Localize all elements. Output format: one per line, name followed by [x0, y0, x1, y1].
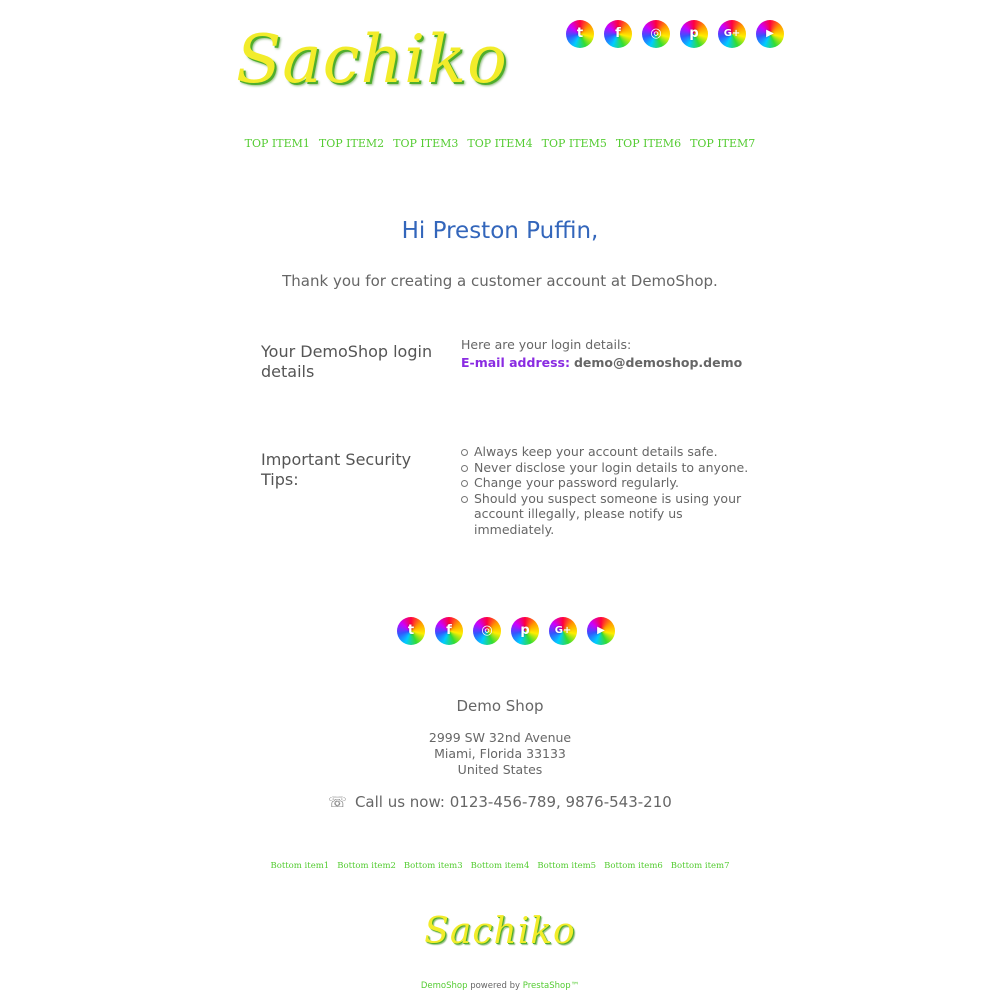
prestashop-link[interactable]: PrestaShop™ [522, 981, 580, 991]
pinterest-icon[interactable] [511, 617, 539, 645]
powered-shop-link[interactable]: DemoShop [420, 981, 468, 991]
greeting-heading: Hi Preston Puffin, [401, 218, 599, 244]
social-icons-footer [397, 617, 615, 645]
bottom-nav-item-6[interactable]: Bottom item6 [604, 861, 663, 871]
instagram-icon[interactable] [642, 20, 670, 48]
list-item: Never disclose your login details to anyone. [461, 460, 751, 476]
top-nav-item-2[interactable]: TOP ITEM2 [318, 137, 385, 150]
twitter-glyph: t [576, 26, 584, 41]
google-plus-glyph: G+ [723, 28, 741, 39]
address-line-3: United States [457, 762, 543, 777]
youtube-glyph: ▶ [597, 625, 605, 636]
list-item: Always keep your account details safe. [461, 444, 751, 460]
security-tips-list [461, 444, 751, 537]
facebook-glyph: f [446, 623, 452, 638]
twitter-icon[interactable] [566, 20, 594, 48]
call-us [0, 791, 1000, 813]
email-label: E-mail address: [461, 355, 570, 370]
logo[interactable]: Sachiko [236, 21, 508, 98]
pinterest-glyph: p [689, 26, 699, 41]
google-plus-icon[interactable] [549, 617, 577, 645]
powered-by-text: powered by [467, 981, 523, 991]
top-nav-item-3[interactable]: TOP ITEM3 [393, 137, 459, 150]
login-details [461, 336, 742, 372]
google-plus-glyph: G+ [554, 625, 572, 636]
instagram-icon[interactable] [473, 617, 501, 645]
intro-text: Thank you for creating a customer account at DemoShop. [282, 272, 718, 290]
top-nav [0, 136, 1000, 152]
pinterest-icon[interactable] [680, 20, 708, 48]
shop-name: Demo Shop [456, 697, 544, 715]
login-intro: Here are your login details: [461, 337, 632, 352]
top-nav-item-7[interactable]: TOP ITEM7 [690, 137, 756, 150]
top-nav-item-5[interactable]: TOP ITEM5 [541, 137, 607, 150]
social-icons-top [566, 20, 784, 48]
list-item: Should you suspect someone is using your account illegally, please notify us immediately. [461, 491, 751, 538]
bottom-nav-item-4[interactable]: Bottom item4 [470, 861, 530, 871]
phone-icon: ☏ [328, 793, 347, 811]
powered-by [0, 980, 1000, 992]
top-nav-item-1[interactable]: TOP ITEM1 [244, 137, 310, 150]
youtube-glyph: ▶ [766, 28, 774, 39]
footer-logo[interactable]: Sachiko [424, 911, 576, 952]
instagram-glyph: ◎ [481, 623, 493, 638]
google-plus-icon[interactable] [718, 20, 746, 48]
top-nav-item-6[interactable]: TOP ITEM6 [615, 137, 682, 150]
facebook-icon[interactable] [435, 617, 463, 645]
security-section-label: Important Security Tips: [261, 450, 412, 489]
shop-address [0, 730, 1000, 778]
address-line-2: Miami, Florida 33133 [434, 746, 566, 761]
email-value[interactable]: demo@demoshop.demo [573, 355, 743, 370]
bottom-nav-item-2[interactable]: Bottom item2 [337, 861, 396, 871]
bottom-nav-item-3[interactable]: Bottom item3 [403, 861, 463, 871]
bottom-nav-item-5[interactable]: Bottom item5 [537, 861, 597, 871]
youtube-icon[interactable] [587, 617, 615, 645]
bottom-nav-item-1[interactable]: Bottom item1 [270, 861, 330, 871]
login-section-label: Your DemoShop login details [261, 342, 433, 381]
pinterest-glyph: p [520, 623, 530, 638]
bottom-nav-item-7[interactable]: Bottom item7 [670, 861, 730, 871]
bottom-nav [0, 859, 1000, 873]
address-line-1: 2999 SW 32nd Avenue [428, 730, 572, 745]
top-nav-item-4[interactable]: TOP ITEM4 [467, 137, 533, 150]
list-item: Change your password regularly. [461, 475, 751, 491]
twitter-glyph: t [407, 623, 415, 638]
facebook-glyph: f [615, 26, 621, 41]
twitter-icon[interactable] [397, 617, 425, 645]
email-row [461, 354, 742, 372]
call-us-text[interactable]: Call us now: 0123-456-789, 9876-543-210 [354, 793, 672, 811]
instagram-glyph: ◎ [650, 26, 662, 41]
facebook-icon[interactable] [604, 20, 632, 48]
youtube-icon[interactable] [756, 20, 784, 48]
